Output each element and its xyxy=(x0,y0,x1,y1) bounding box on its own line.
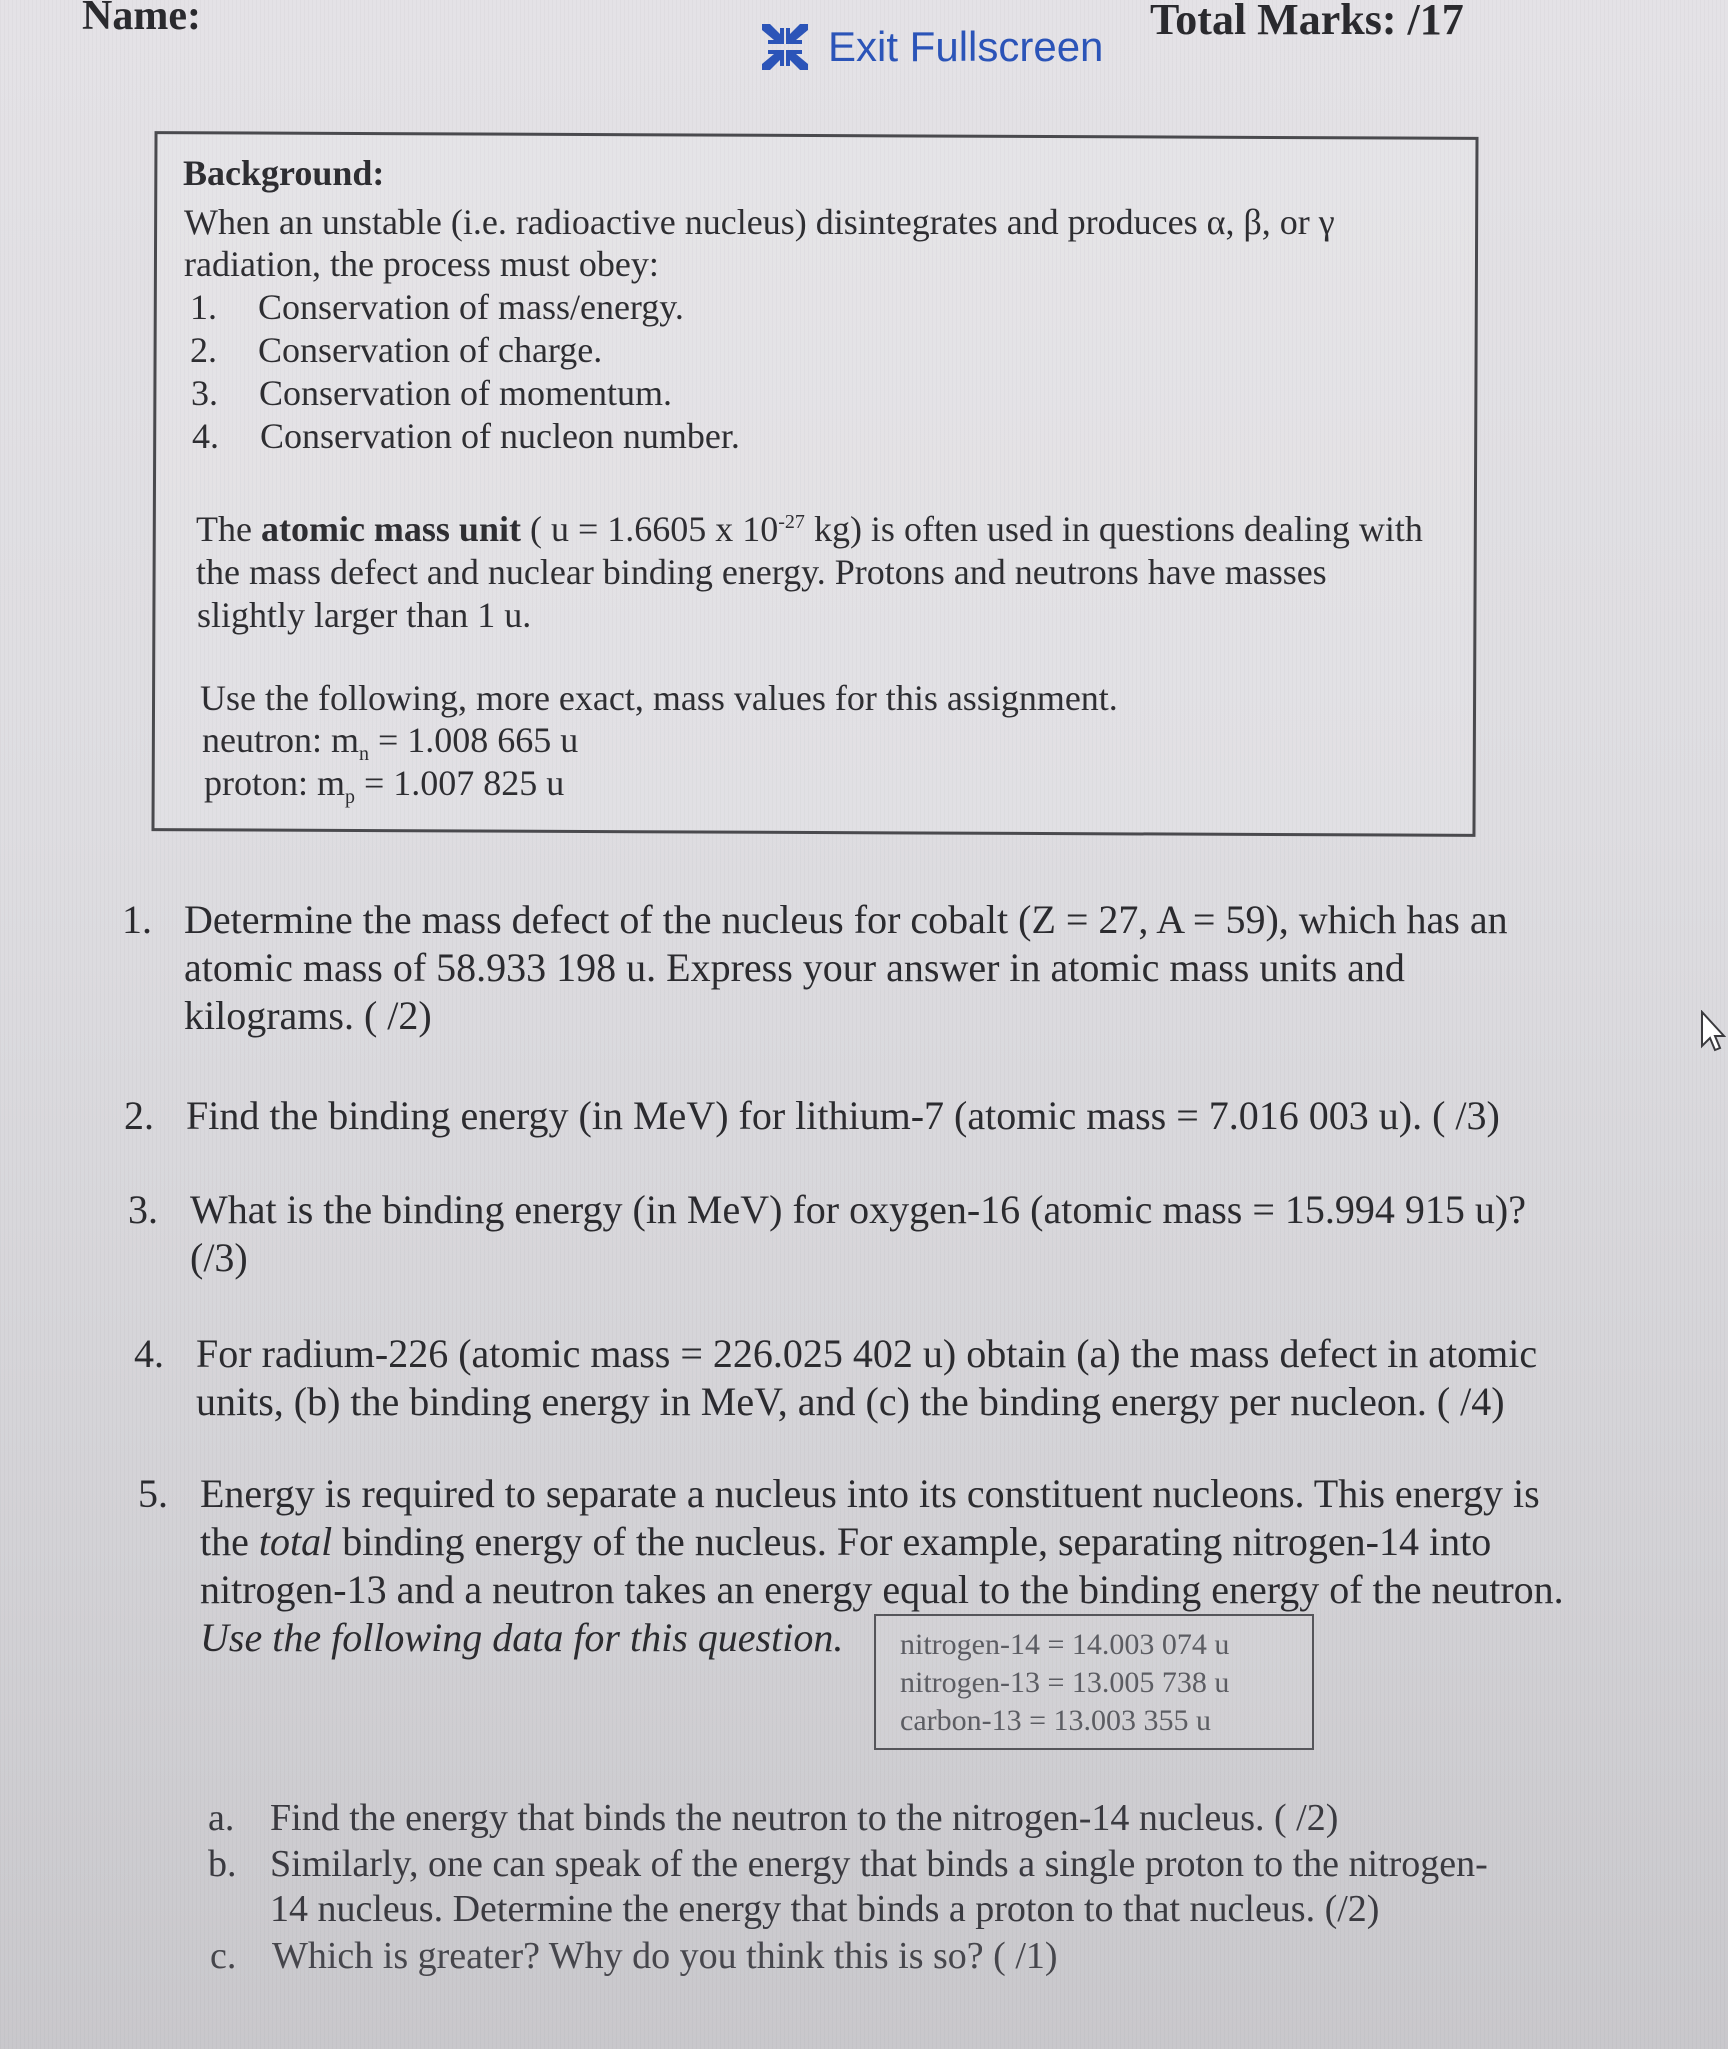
rule-text: Conservation of momentum. xyxy=(259,373,672,413)
rule-number: 4. xyxy=(192,416,219,456)
exit-fullscreen-icon xyxy=(758,20,812,74)
conservation-rule xyxy=(190,329,602,371)
question-3 xyxy=(128,1186,1628,1282)
question-2 xyxy=(124,1092,1624,1140)
rule-text: Conservation of mass/energy. xyxy=(258,287,684,327)
question-text: (/3) xyxy=(190,1235,248,1280)
question-text: What is the binding energy (in MeV) for oxygen-16 (atomic mass = 15.994 915 u)? xyxy=(190,1187,1526,1232)
proton-mass xyxy=(204,762,565,809)
total-marks: Total Marks: /17 xyxy=(1150,0,1464,44)
question-text: nitrogen-13 and a neutron takes an energy equal to the binding energy of the neutron. xyxy=(200,1567,1564,1612)
question-text: units, (b) the binding energy in MeV, and (c) the binding energy per nucleon. ( /4) xyxy=(196,1379,1505,1424)
question-text xyxy=(138,1518,1658,1566)
question-number: 4. xyxy=(134,1331,164,1376)
data-instruction: Use the following data for this question. xyxy=(200,1615,844,1660)
rule-number: 3. xyxy=(191,373,218,413)
amu-paragraph-line: the mass defect and nuclear binding energy. Protons and neutrons have masses xyxy=(196,552,1327,592)
question-text: Find the binding energy (in MeV) for lithium-7 (atomic mass = 7.016 003 u). ( /3) xyxy=(186,1093,1500,1138)
exit-fullscreen-button[interactable] xyxy=(758,20,1103,74)
question-number: 5. xyxy=(138,1471,168,1516)
sub-question-text: Find the energy that binds the neutron to the nitrogen-14 nucleus. ( /2) xyxy=(270,1797,1339,1839)
question-number: 3. xyxy=(128,1187,158,1232)
amu-text: ( u = 1.6605 x 10 xyxy=(520,509,779,549)
conservation-rule xyxy=(192,415,740,457)
question-5a xyxy=(208,1796,1648,1841)
emphasis-total: total xyxy=(258,1519,333,1564)
question-text: For radium-226 (atomic mass = 226.025 402 u) obtain (a) the mass defect in atomic xyxy=(196,1331,1538,1376)
amu-term: atomic mass unit xyxy=(260,509,521,549)
sub-question-text: Which is greater? Why do you think this is so? ( /1) xyxy=(272,1935,1058,1977)
neutron-mass-subscript: n xyxy=(358,743,369,766)
question-1 xyxy=(122,896,1622,1040)
proton-mass-subscript: p xyxy=(345,786,355,809)
isotope-data-row: nitrogen-13 = 13.005 738 u xyxy=(900,1666,1230,1699)
amu-text: kg) is often used in questions dealing with xyxy=(804,509,1423,549)
mass-values-intro: Use the following, more exact, mass values for this assignment. xyxy=(200,678,1118,718)
question-text: kilograms. ( /2) xyxy=(184,993,432,1038)
amu-exponent: -27 xyxy=(778,511,805,533)
amu-paragraph-line: slightly larger than 1 u. xyxy=(197,595,532,635)
name-label: Name: xyxy=(82,0,201,39)
question-text-part: the xyxy=(200,1519,259,1564)
question-text: Energy is required to separate a nucleus into its constituent nucleons. This energy is xyxy=(200,1471,1540,1516)
isotope-data-row: carbon-13 = 13.003 355 u xyxy=(900,1704,1212,1737)
question-5c xyxy=(210,1934,1650,1979)
conservation-rule xyxy=(190,286,684,328)
question-5b xyxy=(208,1842,1648,1932)
question-text: Determine the mass defect of the nucleus for cobalt (Z = 27, A = 59), which has an xyxy=(184,897,1508,942)
background-intro-line: radiation, the process must obey: xyxy=(184,244,659,284)
sub-question-text: 14 nucleus. Determine the energy that binds a proton to that nucleus. (/2) xyxy=(270,1888,1380,1930)
question-4 xyxy=(134,1330,1634,1426)
question-number: 1. xyxy=(122,897,152,942)
conservation-rule xyxy=(191,372,672,414)
question-number: 2. xyxy=(124,1093,154,1138)
isotope-data-row: nitrogen-14 = 14.003 074 u xyxy=(900,1628,1230,1661)
rule-text: Conservation of nucleon number. xyxy=(260,416,740,456)
proton-mass-value: = 1.007 825 u xyxy=(355,763,565,803)
proton-mass-label: proton: m xyxy=(204,763,345,803)
background-intro-line: When an unstable (i.e. radioactive nucleus) disintegrates and produces α, β, or γ xyxy=(184,202,1335,242)
question-text-part: binding energy of the nucleus. For example, separating nitrogen-14 into xyxy=(332,1519,1492,1564)
neutron-mass-value: = 1.008 665 u xyxy=(368,720,579,760)
amu-paragraph xyxy=(196,508,1423,550)
neutron-mass xyxy=(202,719,579,766)
background-heading: Background: xyxy=(183,153,385,193)
sub-question-text: Similarly, one can speak of the energy that binds a single proton to the nitrogen- xyxy=(270,1843,1488,1885)
rule-number: 2. xyxy=(190,330,217,370)
isotope-data-box xyxy=(874,1614,1314,1750)
exit-fullscreen-label: Exit Fullscreen xyxy=(828,23,1104,70)
neutron-mass-label: neutron: m xyxy=(202,720,359,760)
sub-question-letter: a. xyxy=(208,1797,235,1839)
sub-question-letter: c. xyxy=(210,1935,237,1977)
amu-text: The xyxy=(196,509,261,549)
question-text: atomic mass of 58.933 198 u. Express your answer in atomic mass units and xyxy=(184,945,1405,990)
rule-number: 1. xyxy=(190,287,217,327)
rule-text: Conservation of charge. xyxy=(258,330,603,370)
sub-question-letter: b. xyxy=(208,1843,237,1885)
mouse-cursor-icon xyxy=(1700,1010,1726,1054)
